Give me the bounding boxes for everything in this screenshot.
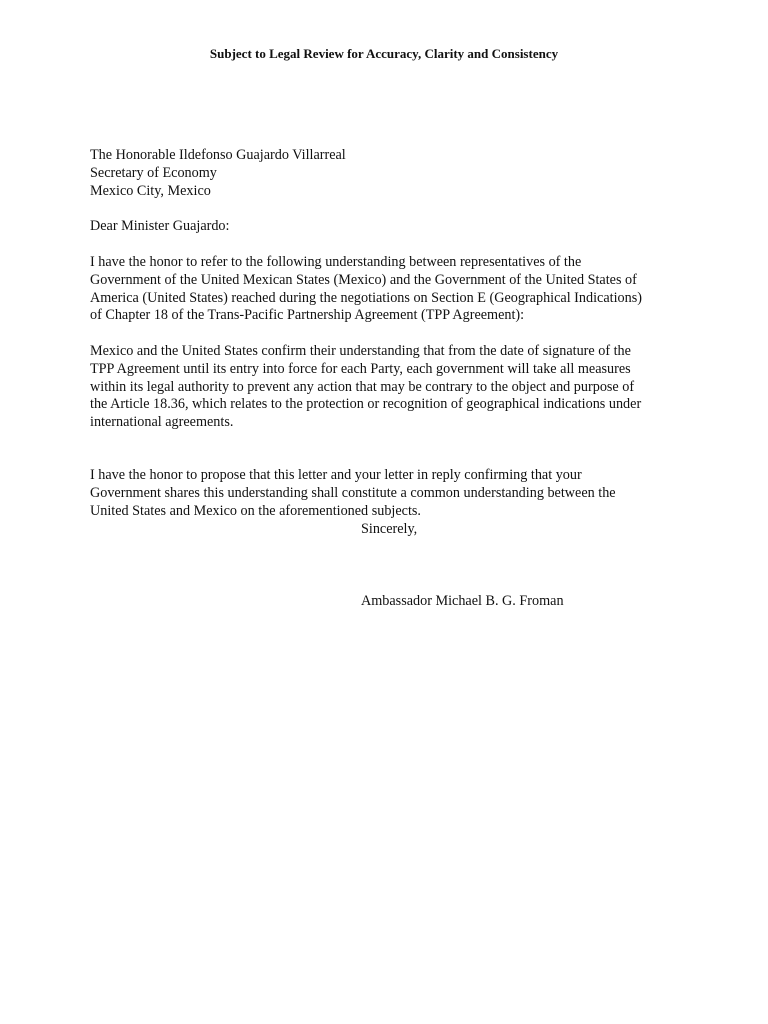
addressee-location: Mexico City, Mexico xyxy=(90,182,211,199)
paragraph-3 xyxy=(90,467,690,520)
paragraph-line: United States and Mexico on the aforementioned subjects. xyxy=(90,502,421,519)
addressee-title: Secretary of Economy xyxy=(90,164,217,181)
signature-name: Ambassador Michael B. G. Froman xyxy=(361,593,564,609)
paragraph-line: America (United States) reached during the negotiations on Section E (Geographical Indications) xyxy=(90,289,642,306)
addressee-name: The Honorable Ildefonso Guajardo Villarreal xyxy=(90,147,346,163)
paragraph-line: I have the honor to propose that this letter and your letter in reply confirming that your xyxy=(90,467,582,483)
paragraph-line: Mexico and the United States confirm their understanding that from the date of signature of the xyxy=(90,343,631,359)
paragraph-line: within its legal authority to prevent any action that may be contrary to the object and purpose of xyxy=(90,378,635,395)
paragraph-line: of Chapter 18 of the Trans-Pacific Partnership Agreement (TPP Agreement): xyxy=(90,307,525,324)
paragraph-1 xyxy=(90,254,690,325)
paragraph-line: Government shares this understanding shall constitute a common understanding between the xyxy=(90,484,616,501)
paragraph-2 xyxy=(90,343,690,432)
paragraph-line: TPP Agreement until its entry into force for each Party, each government will take all measures xyxy=(90,360,631,377)
paragraph-line: the Article 18.36, which relates to the protection or recognition of geographical indications under xyxy=(90,396,642,413)
salutation: Dear Minister Guajardo: xyxy=(90,218,230,234)
closing: Sincerely, xyxy=(361,521,418,537)
legal-review-header: Subject to Legal Review for Accuracy, Clarity and Consistency xyxy=(209,46,559,61)
addressee-block xyxy=(90,147,690,200)
paragraph-line: I have the honor to refer to the following understanding between representatives of the xyxy=(90,254,582,270)
paragraph-line: international agreements. xyxy=(90,414,234,431)
paragraph-line: Government of the United Mexican States (Mexico) and the Government of the United States of xyxy=(90,271,637,288)
